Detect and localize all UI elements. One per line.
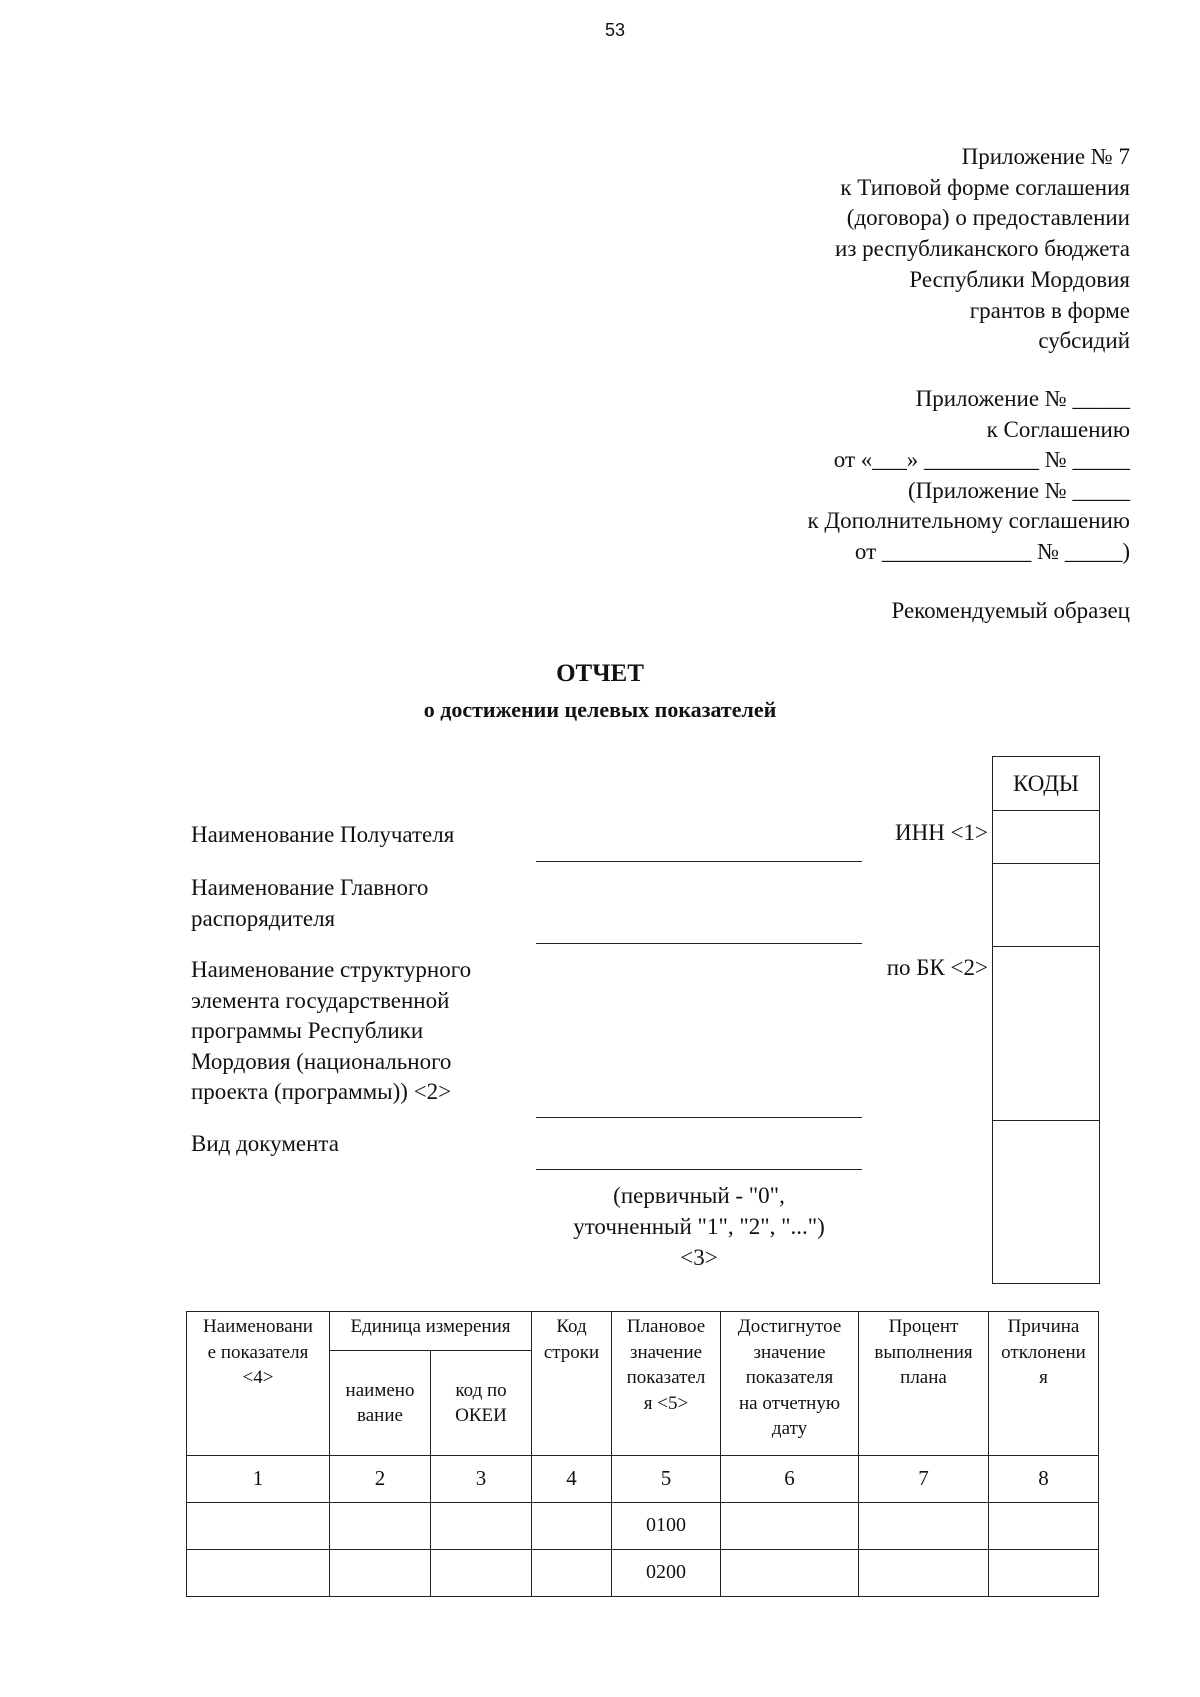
table-cell[interactable] — [431, 1503, 532, 1550]
table-cell[interactable] — [859, 1550, 989, 1597]
header-unit-name — [330, 1351, 431, 1456]
code-cell-inn[interactable] — [993, 811, 1099, 864]
recipient-field[interactable] — [536, 861, 862, 862]
header-plan-value — [612, 1312, 721, 1456]
doc-type-note-line: (первичный - "0", — [613, 1183, 785, 1208]
doc-type-label: Вид документа — [191, 1131, 339, 1156]
header-deviation-reason — [989, 1312, 1099, 1456]
codes-header: КОДЫ — [993, 757, 1099, 811]
appendix-line: из республиканского бюджета — [835, 236, 1130, 262]
table-cell[interactable] — [532, 1550, 612, 1597]
agreement-line: к Дополнительному соглашению — [807, 508, 1130, 533]
table-header-row — [187, 1312, 1099, 1351]
header-text: показателя — [745, 1367, 834, 1388]
header-text: наимено — [345, 1379, 415, 1401]
agreement-reference — [570, 384, 1130, 567]
table-cell[interactable] — [721, 1550, 859, 1597]
appendix-line: субсидий — [1038, 328, 1130, 354]
header-unit: Единица измерения — [330, 1312, 532, 1351]
table-cell[interactable] — [989, 1503, 1099, 1550]
code-cell-bk[interactable] — [993, 947, 1099, 1121]
header-text: Процент — [888, 1316, 959, 1337]
table-row — [187, 1503, 1099, 1550]
chief-administrator-label — [191, 873, 428, 934]
header-text: на отчетную — [738, 1392, 841, 1414]
agreement-line: Приложение № _____ — [915, 386, 1130, 411]
appendix-line: к Типовой форме соглашения — [840, 174, 1130, 200]
header-text: вание — [357, 1405, 403, 1426]
header-text: выполнения — [874, 1341, 973, 1363]
header-text: строки — [543, 1341, 600, 1363]
column-number: 4 — [532, 1456, 612, 1503]
header-text: Причина — [1007, 1316, 1080, 1337]
doc-type-note-line: уточненный "1", "2", "...") — [573, 1214, 825, 1239]
header-text: плана — [900, 1367, 947, 1388]
table-cell[interactable] — [187, 1550, 330, 1597]
header-text: ОКЕИ — [455, 1405, 507, 1426]
table-cell[interactable] — [532, 1503, 612, 1550]
column-number: 2 — [330, 1456, 431, 1503]
report-title: ОТЧЕТ — [556, 660, 644, 687]
column-number: 1 — [187, 1456, 330, 1503]
agreement-line: (Приложение № _____ — [907, 477, 1130, 503]
table-cell[interactable] — [721, 1503, 859, 1550]
table-cell[interactable] — [330, 1550, 431, 1597]
header-text: дату — [771, 1418, 808, 1439]
element-label-line: проекта (программы)) <2> — [191, 1079, 452, 1104]
recommended-sample: Рекомендуемый образец — [891, 598, 1130, 623]
structural-element-field[interactable] — [536, 1117, 862, 1118]
column-number: 5 — [612, 1456, 721, 1503]
structural-element-label — [191, 955, 471, 1108]
header-text: Достигнутое — [737, 1316, 842, 1337]
element-label-line: элемента государственной — [191, 987, 450, 1013]
column-number: 8 — [989, 1456, 1099, 1503]
header-completion-percent — [859, 1312, 989, 1456]
inn-label: ИНН <1> — [894, 820, 988, 845]
recipient-label: Наименование Получателя — [191, 822, 455, 847]
column-number: 3 — [431, 1456, 532, 1503]
header-text: я — [1039, 1367, 1048, 1388]
header-achieved-value — [721, 1312, 859, 1456]
indicators-table — [186, 1311, 1099, 1597]
header-text: код по — [455, 1379, 507, 1401]
appendix-reference — [570, 142, 1130, 357]
bk-label: по БК <2> — [886, 955, 988, 980]
table-cell[interactable] — [330, 1503, 431, 1550]
element-label-line: Наименование структурного — [191, 957, 472, 982]
agreement-line: от _____________ № _____) — [854, 538, 1130, 564]
header-text: я <5> — [643, 1392, 689, 1414]
appendix-line: Приложение № 7 — [961, 144, 1130, 169]
header-text: Плановое — [626, 1316, 706, 1337]
element-label-line: программы Республики — [191, 1018, 424, 1043]
table-row — [187, 1550, 1099, 1597]
header-text: е показателя — [207, 1341, 309, 1363]
code-cell-doc-type[interactable] — [993, 1121, 1099, 1283]
column-number: 6 — [721, 1456, 859, 1503]
header-indicator-name — [187, 1312, 330, 1456]
doc-type-note-line: <3> — [680, 1245, 718, 1270]
report-subtitle: о достижении целевых показателей — [423, 697, 777, 722]
chief-label-line: Наименование Главного — [191, 875, 429, 900]
table-cell[interactable] — [187, 1503, 330, 1550]
table-cell[interactable] — [989, 1550, 1099, 1597]
chief-administrator-field[interactable] — [536, 943, 862, 944]
header-text: <4> — [242, 1367, 274, 1388]
page-number: 53 — [604, 20, 626, 40]
appendix-line: (договора) о предоставлении — [846, 205, 1130, 231]
codes-box — [992, 756, 1100, 1284]
doc-type-note — [536, 1180, 862, 1273]
header-text: показател — [626, 1367, 706, 1388]
appendix-line: Республики Мордовия — [909, 266, 1130, 292]
header-row-code — [532, 1312, 612, 1456]
agreement-line: от «___» __________ № _____ — [833, 447, 1130, 472]
doc-type-field[interactable] — [536, 1169, 862, 1170]
element-label-line: Мордовия (национального — [191, 1048, 452, 1074]
header-text: значение — [753, 1341, 826, 1363]
header-text: значение — [629, 1341, 703, 1363]
column-number-row — [187, 1456, 1099, 1503]
header-okei-code — [431, 1351, 532, 1456]
plan-value-cell[interactable]: 0200 — [612, 1550, 721, 1597]
chief-label-line: распорядителя — [191, 905, 336, 931]
plan-value-cell[interactable]: 0100 — [612, 1503, 721, 1550]
agreement-line: к Соглашению — [986, 416, 1130, 442]
code-cell-chief[interactable] — [993, 864, 1099, 947]
appendix-line: грантов в форме — [969, 297, 1130, 323]
table-cell[interactable] — [431, 1550, 532, 1597]
header-text: отклонени — [1001, 1341, 1086, 1363]
column-number: 7 — [859, 1456, 989, 1503]
header-text: Наименовани — [203, 1316, 313, 1337]
header-text: Код — [556, 1316, 587, 1337]
table-cell[interactable] — [859, 1503, 989, 1550]
